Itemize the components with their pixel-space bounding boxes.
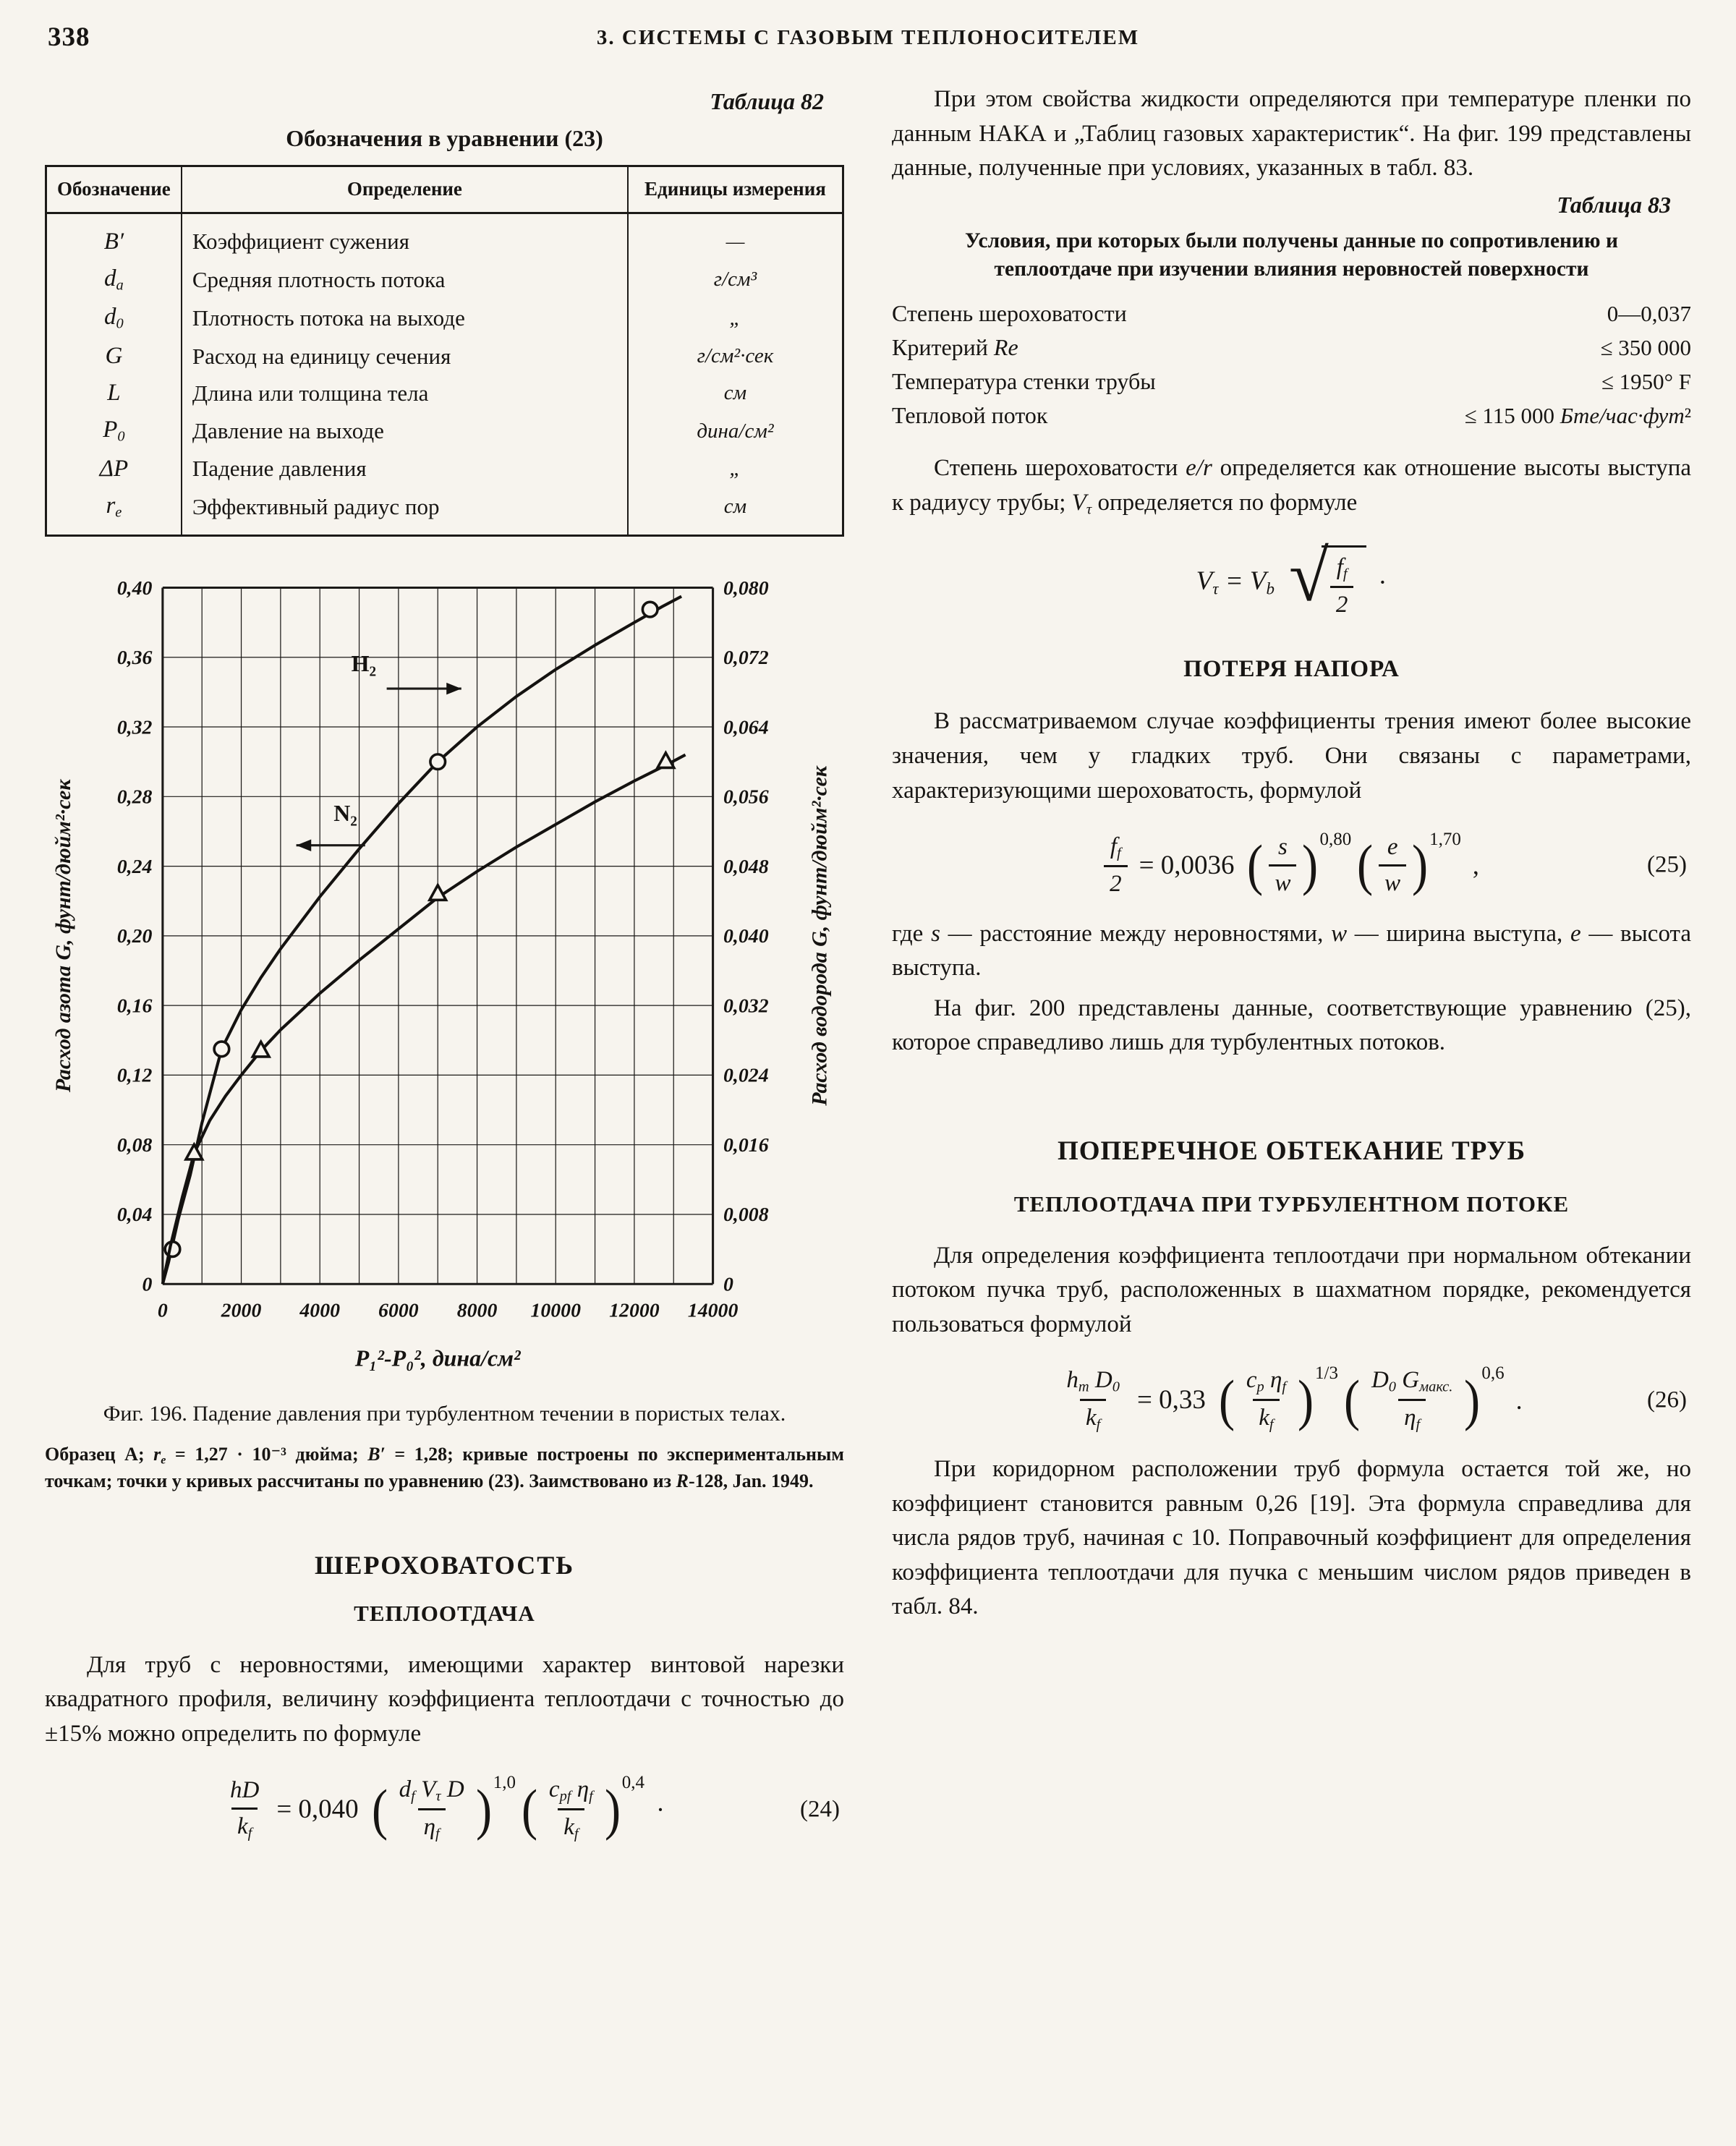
section-heading-head-loss: ПОТЕРЯ НАПОРА: [1183, 656, 1400, 683]
page-header: [45, 19, 1691, 64]
paragraph-fig-200: На фиг. 200 представлены данные, соответствующие уравнению (25), которое справедливо лишь для турбулентных потоков.: [892, 995, 1691, 1056]
fraction: [1269, 833, 1296, 898]
condition-row: [892, 399, 1691, 433]
left-tick-label: 0,12: [116, 1064, 153, 1087]
definition-cell: Эффективный радиус пор: [182, 487, 628, 535]
units-cell: см: [628, 375, 843, 412]
table-row: [46, 213, 843, 260]
right-tick-label: 0,064: [723, 715, 769, 738]
formula-tail: ·: [1378, 567, 1387, 597]
units-cell: см: [628, 487, 843, 535]
fraction: [1104, 833, 1128, 898]
right-tick-label: 0,032: [723, 995, 769, 1018]
right-paren: ): [1302, 833, 1319, 897]
numerator: $c_{pf}$ $\eta_f$: [548, 1776, 593, 1805]
figure-196: [45, 576, 844, 1381]
formula-24-body: [224, 1773, 665, 1843]
left-paren: (: [1343, 1368, 1361, 1431]
numerator: s: [1278, 833, 1288, 860]
definition-cell: Средняя плотность потока: [182, 260, 628, 299]
right-tick-label: 0,072: [723, 646, 769, 669]
equals-coefficient: = 0,33: [1136, 1385, 1206, 1415]
table-row: [46, 451, 843, 487]
table82-caption: Таблица 82: [710, 88, 824, 114]
fraction: [1330, 553, 1354, 619]
paragraph-inline-arrangement: При коридорном расположении труб формула остается той же, но коэффициент становится равным 0,26 [19]. Эта формула справедлива для числа рядов труб, начиная с 10. Поправочный коэффициент для определения коэффициента теплоотдачи для пучка с меньшим числом рядов приведен в табл. 84.: [892, 1456, 1691, 1620]
data-point-circle: [214, 1042, 229, 1057]
section-heading-turbulent-heat-transfer: ТЕПЛООТДАЧА ПРИ ТУРБУЛЕНТНОМ ПОТОКЕ: [1013, 1191, 1570, 1217]
right-paren: ): [475, 1777, 492, 1841]
units-cell: „: [628, 451, 843, 487]
x-tick-label: 12000: [609, 1299, 660, 1322]
denominator: w: [1379, 864, 1406, 898]
table-row: [46, 375, 843, 412]
running-title: 3. СИСТЕМЫ С ГАЗОВЫМ ТЕПЛОНОСИТЕЛЕМ: [596, 26, 1140, 49]
condition-value: ≤ 115 000 Бте/час·фут²: [1464, 403, 1691, 429]
condition-label: Степень шероховатости: [892, 300, 1127, 327]
equation-number: (25): [1647, 851, 1687, 878]
units-cell: г/см²·сек: [628, 338, 843, 375]
section-heading-roughness: ШЕРОХОВАТОСТЬ: [314, 1550, 575, 1580]
condition-value: ≤ 350 000: [1600, 335, 1691, 361]
formula-26-body: [1060, 1363, 1523, 1434]
exponent: 1,0: [493, 1773, 516, 1793]
column-header-definition: Определение: [182, 166, 628, 213]
definition-cell: Длина или толщина тела: [182, 375, 628, 412]
x-tick-label: 0: [157, 1299, 168, 1322]
equals-coefficient: = 0,040: [276, 1794, 359, 1825]
data-point-circle: [642, 602, 658, 617]
symbol-cell: $P_0$: [103, 417, 125, 445]
x-tick-label: 14000: [687, 1299, 739, 1322]
paragraph-friction: В рассматриваемом случае коэффициенты трения имеют более высокие значения, чем у гладких труб. Они связаны с параметрами, характеризующими шероховатость, формулой: [892, 708, 1691, 804]
formula-25: [892, 830, 1691, 898]
section-heading-heat-transfer: ТЕПЛООТДАЧА: [354, 1600, 535, 1626]
numerator: $f_f$: [1336, 553, 1348, 582]
units-cell: „: [628, 299, 843, 338]
condition-row: [892, 331, 1691, 365]
definition-cell: Коэффициент сужения: [182, 213, 628, 260]
radical-sign: √: [1288, 535, 1329, 616]
formula-tail: .: [1515, 1385, 1523, 1415]
condition-label: Критерий Re: [892, 334, 1018, 361]
symbol-cell: $d_0$: [104, 304, 124, 333]
section-heading-crossflow: ПОПЕРЕЧНОЕ ОБТЕКАНИЕ ТРУБ: [1057, 1136, 1526, 1166]
x-tick-label: 10000: [530, 1299, 582, 1322]
table-row: [46, 412, 843, 451]
fraction: [224, 1776, 265, 1842]
definition-cell: Давление на выходе: [182, 412, 628, 451]
table-row: [46, 338, 843, 375]
left-tick-label: 0,40: [116, 576, 153, 600]
condition-value: 0—0,037: [1607, 301, 1691, 327]
numerator: $c_p$ $\eta_f$: [1246, 1367, 1287, 1396]
right-paren: ): [604, 1777, 621, 1841]
x-axis-title: P₁²-P₀², дина/см²: [354, 1345, 521, 1371]
denominator: $\eta_f$: [418, 1808, 446, 1843]
symbol-cell: L: [107, 380, 121, 406]
left-tick-label: 0: [142, 1273, 153, 1296]
symbol-cell: ΔP: [99, 455, 129, 482]
column-header-units: Единицы измерения: [628, 166, 843, 213]
definition-cell: Расход на единицу сечения: [182, 338, 628, 375]
formula-tail: ,: [1472, 851, 1479, 880]
denominator: $\eta_f$: [1398, 1399, 1426, 1434]
numerator: $h_m$ $D_0$: [1066, 1367, 1120, 1396]
table82-title: Обозначения в уравнении (23): [286, 125, 603, 151]
exponent: 1,70: [1429, 830, 1461, 850]
equation-number: (26): [1647, 1387, 1687, 1413]
denominator: 2: [1104, 865, 1128, 898]
numerator: $d_f$ $V_\tau$ D: [399, 1776, 464, 1805]
data-point-circle: [430, 754, 446, 769]
data-point-triangle: [186, 1144, 203, 1159]
denominator: w: [1269, 864, 1296, 898]
left-tick-label: 0,16: [116, 995, 153, 1018]
square-root: [1288, 535, 1366, 619]
right-tick-label: 0,080: [723, 576, 769, 600]
formula-24: [45, 1773, 844, 1843]
right-tick-label: 0,016: [723, 1133, 769, 1157]
definition-cell: Падение давления: [182, 451, 628, 487]
right-paren: ): [1297, 1368, 1314, 1431]
curve-label: H₂: [351, 650, 377, 676]
right-tick-label: 0,048: [723, 855, 769, 878]
left-tick-label: 0,20: [116, 924, 153, 948]
formula-25-body: [1104, 830, 1479, 898]
exponent: 0,6: [1481, 1363, 1505, 1384]
paragraph-where: где s — расстояние между неровностями, w — ширина выступа, e — высота выступа.: [892, 920, 1691, 982]
paragraph-tube-bundle: Для определения коэффициента теплоотдачи при нормальном обтекании потоком пучка труб, расположенных в шахматном порядке, рекомендуется пользоваться формулой: [892, 1242, 1691, 1337]
fraction: [1241, 1366, 1292, 1434]
condition-label: Тепловой поток: [892, 402, 1048, 429]
column-header-symbol: Обозначение: [46, 166, 182, 213]
denominator: $k_f$: [1253, 1399, 1279, 1434]
right-paren: ): [1412, 833, 1429, 897]
left-axis-title: Расход азота G, фунт/дюйм²·сек: [51, 779, 76, 1092]
fraction: [1366, 1366, 1458, 1434]
denominator: $k_f$: [1080, 1399, 1106, 1434]
left-tick-label: 0,08: [116, 1133, 153, 1157]
numerator: $f_f$: [1110, 833, 1121, 861]
numerator: $D_0$ $G_{макс.}$: [1371, 1367, 1453, 1396]
x-tick-label: 6000: [378, 1299, 419, 1322]
equals-coefficient: = 0,0036: [1139, 850, 1235, 880]
definition-cell: Плотность потока на выходе: [182, 299, 628, 338]
table-row: [46, 260, 843, 299]
right-column: [892, 82, 1691, 1862]
right-tick-label: 0,008: [723, 1203, 769, 1226]
formula-26: [892, 1363, 1691, 1434]
left-tick-label: 0,24: [116, 855, 153, 878]
curve-label: N₂: [333, 800, 357, 826]
denominator: $k_f$: [231, 1808, 258, 1842]
paragraph-roughness: Для труб с неровностями, имеющими характер винтовой нарезки квадратного профиля, величину коэффициента теплоотдачи с точностью до ±15% можно определить по формуле: [45, 1651, 844, 1747]
left-paren: (: [1218, 1368, 1235, 1431]
condition-row: [892, 297, 1691, 331]
exponent: 0,4: [621, 1773, 645, 1793]
conditions-list: [892, 297, 1691, 433]
symbol-cell: G: [105, 343, 123, 370]
left-paren: (: [1247, 833, 1264, 897]
exponent: 1/3: [1315, 1363, 1338, 1384]
right-tick-label: 0,024: [723, 1064, 769, 1087]
table-row: [46, 299, 843, 338]
fraction: [1060, 1366, 1126, 1434]
units-cell: г/см³: [628, 260, 843, 299]
right-tick-label: 0,040: [723, 924, 769, 948]
condition-row: [892, 365, 1691, 399]
symbols-table-body: [46, 213, 843, 535]
arrowhead: [297, 839, 312, 851]
left-paren: (: [521, 1777, 537, 1841]
figure-note: Образец A; $r_e = 1,27 \cdot 10^{-3}$ дюйма; B′ = 1,28; кривые построены по экспериментальным точкам; точки у кривых рассчитаны по уравнению (23). Заимствовано из R-128, Jan. 1949.: [45, 1444, 845, 1491]
arrowhead: [446, 682, 461, 694]
paragraph-roughness-degree: Степень шероховатости e/r определяется как отношение высоты выступа к радиусу трубы; $V_\tau$ определяется по формуле: [892, 455, 1691, 518]
left-tick-label: 0,32: [116, 715, 153, 738]
x-tick-label: 8000: [456, 1299, 498, 1322]
left-tick-label: 0,28: [116, 785, 153, 809]
series-curve: [163, 596, 681, 1284]
condition-value: ≤ 1950° F: [1601, 369, 1691, 395]
table83-title: Условия, при которых были получены данные по сопротивлению и теплоотдаче при изучении влияния неровностей поверхности: [965, 229, 1618, 281]
table83-caption: Таблица 83: [1557, 191, 1671, 218]
equation-number: (24): [800, 1796, 840, 1823]
formula-v-tau: [892, 535, 1691, 619]
numerator: hD: [229, 1777, 260, 1804]
formula-tail: ·: [656, 1794, 665, 1824]
left-column: [45, 82, 844, 1862]
symbols-table: [45, 165, 844, 537]
left-paren: (: [1357, 833, 1374, 897]
formula-v-tau-body: [1196, 535, 1387, 619]
table-row: [46, 487, 843, 535]
exponent: 0,80: [1319, 830, 1352, 850]
figure-196-chart: [45, 576, 844, 1381]
right-paren: ): [1464, 1368, 1481, 1431]
condition-label: Температура стенки трубы: [892, 368, 1156, 395]
denominator: $k_f$: [558, 1808, 584, 1843]
right-axis-title: Расход водорода G, фунт/дюйм²·сек: [807, 765, 832, 1106]
right-tick-label: 0: [723, 1273, 733, 1296]
right-tick-label: 0,056: [723, 785, 769, 809]
fraction: [393, 1776, 470, 1843]
symbol-cell: B′: [103, 228, 124, 255]
data-point-triangle: [658, 752, 674, 767]
units-cell: дина/см²: [628, 412, 843, 451]
left-tick-label: 0,36: [116, 646, 153, 669]
left-paren: (: [371, 1777, 388, 1841]
symbols-table-head: [46, 166, 843, 213]
denominator: 2: [1330, 586, 1354, 619]
fraction: [543, 1776, 599, 1843]
figure-caption: Фиг. 196. Падение давления при турбулентном течении в пористых телах.: [103, 1401, 786, 1426]
formula-lhs: $V_\tau = V_b$: [1196, 566, 1275, 598]
x-tick-label: 4000: [299, 1299, 341, 1322]
left-tick-label: 0,04: [116, 1203, 153, 1226]
units-cell: —: [628, 213, 843, 260]
symbol-cell: $r_e$: [106, 492, 122, 521]
paragraph-fluid-properties: При этом свойства жидкости определяются при температуре пленки по данным НАКА и „Таблиц газовых характеристик“. На фиг. 199 представлены данные, полученные при условиях, указанных в табл. 83.: [892, 86, 1691, 182]
page-number: 338: [48, 22, 90, 52]
fraction: [1379, 833, 1406, 898]
symbol-cell: $d_a$: [104, 265, 124, 294]
x-tick-label: 2000: [221, 1299, 262, 1322]
two-column-layout: [45, 82, 1691, 1862]
numerator: e: [1387, 833, 1398, 860]
